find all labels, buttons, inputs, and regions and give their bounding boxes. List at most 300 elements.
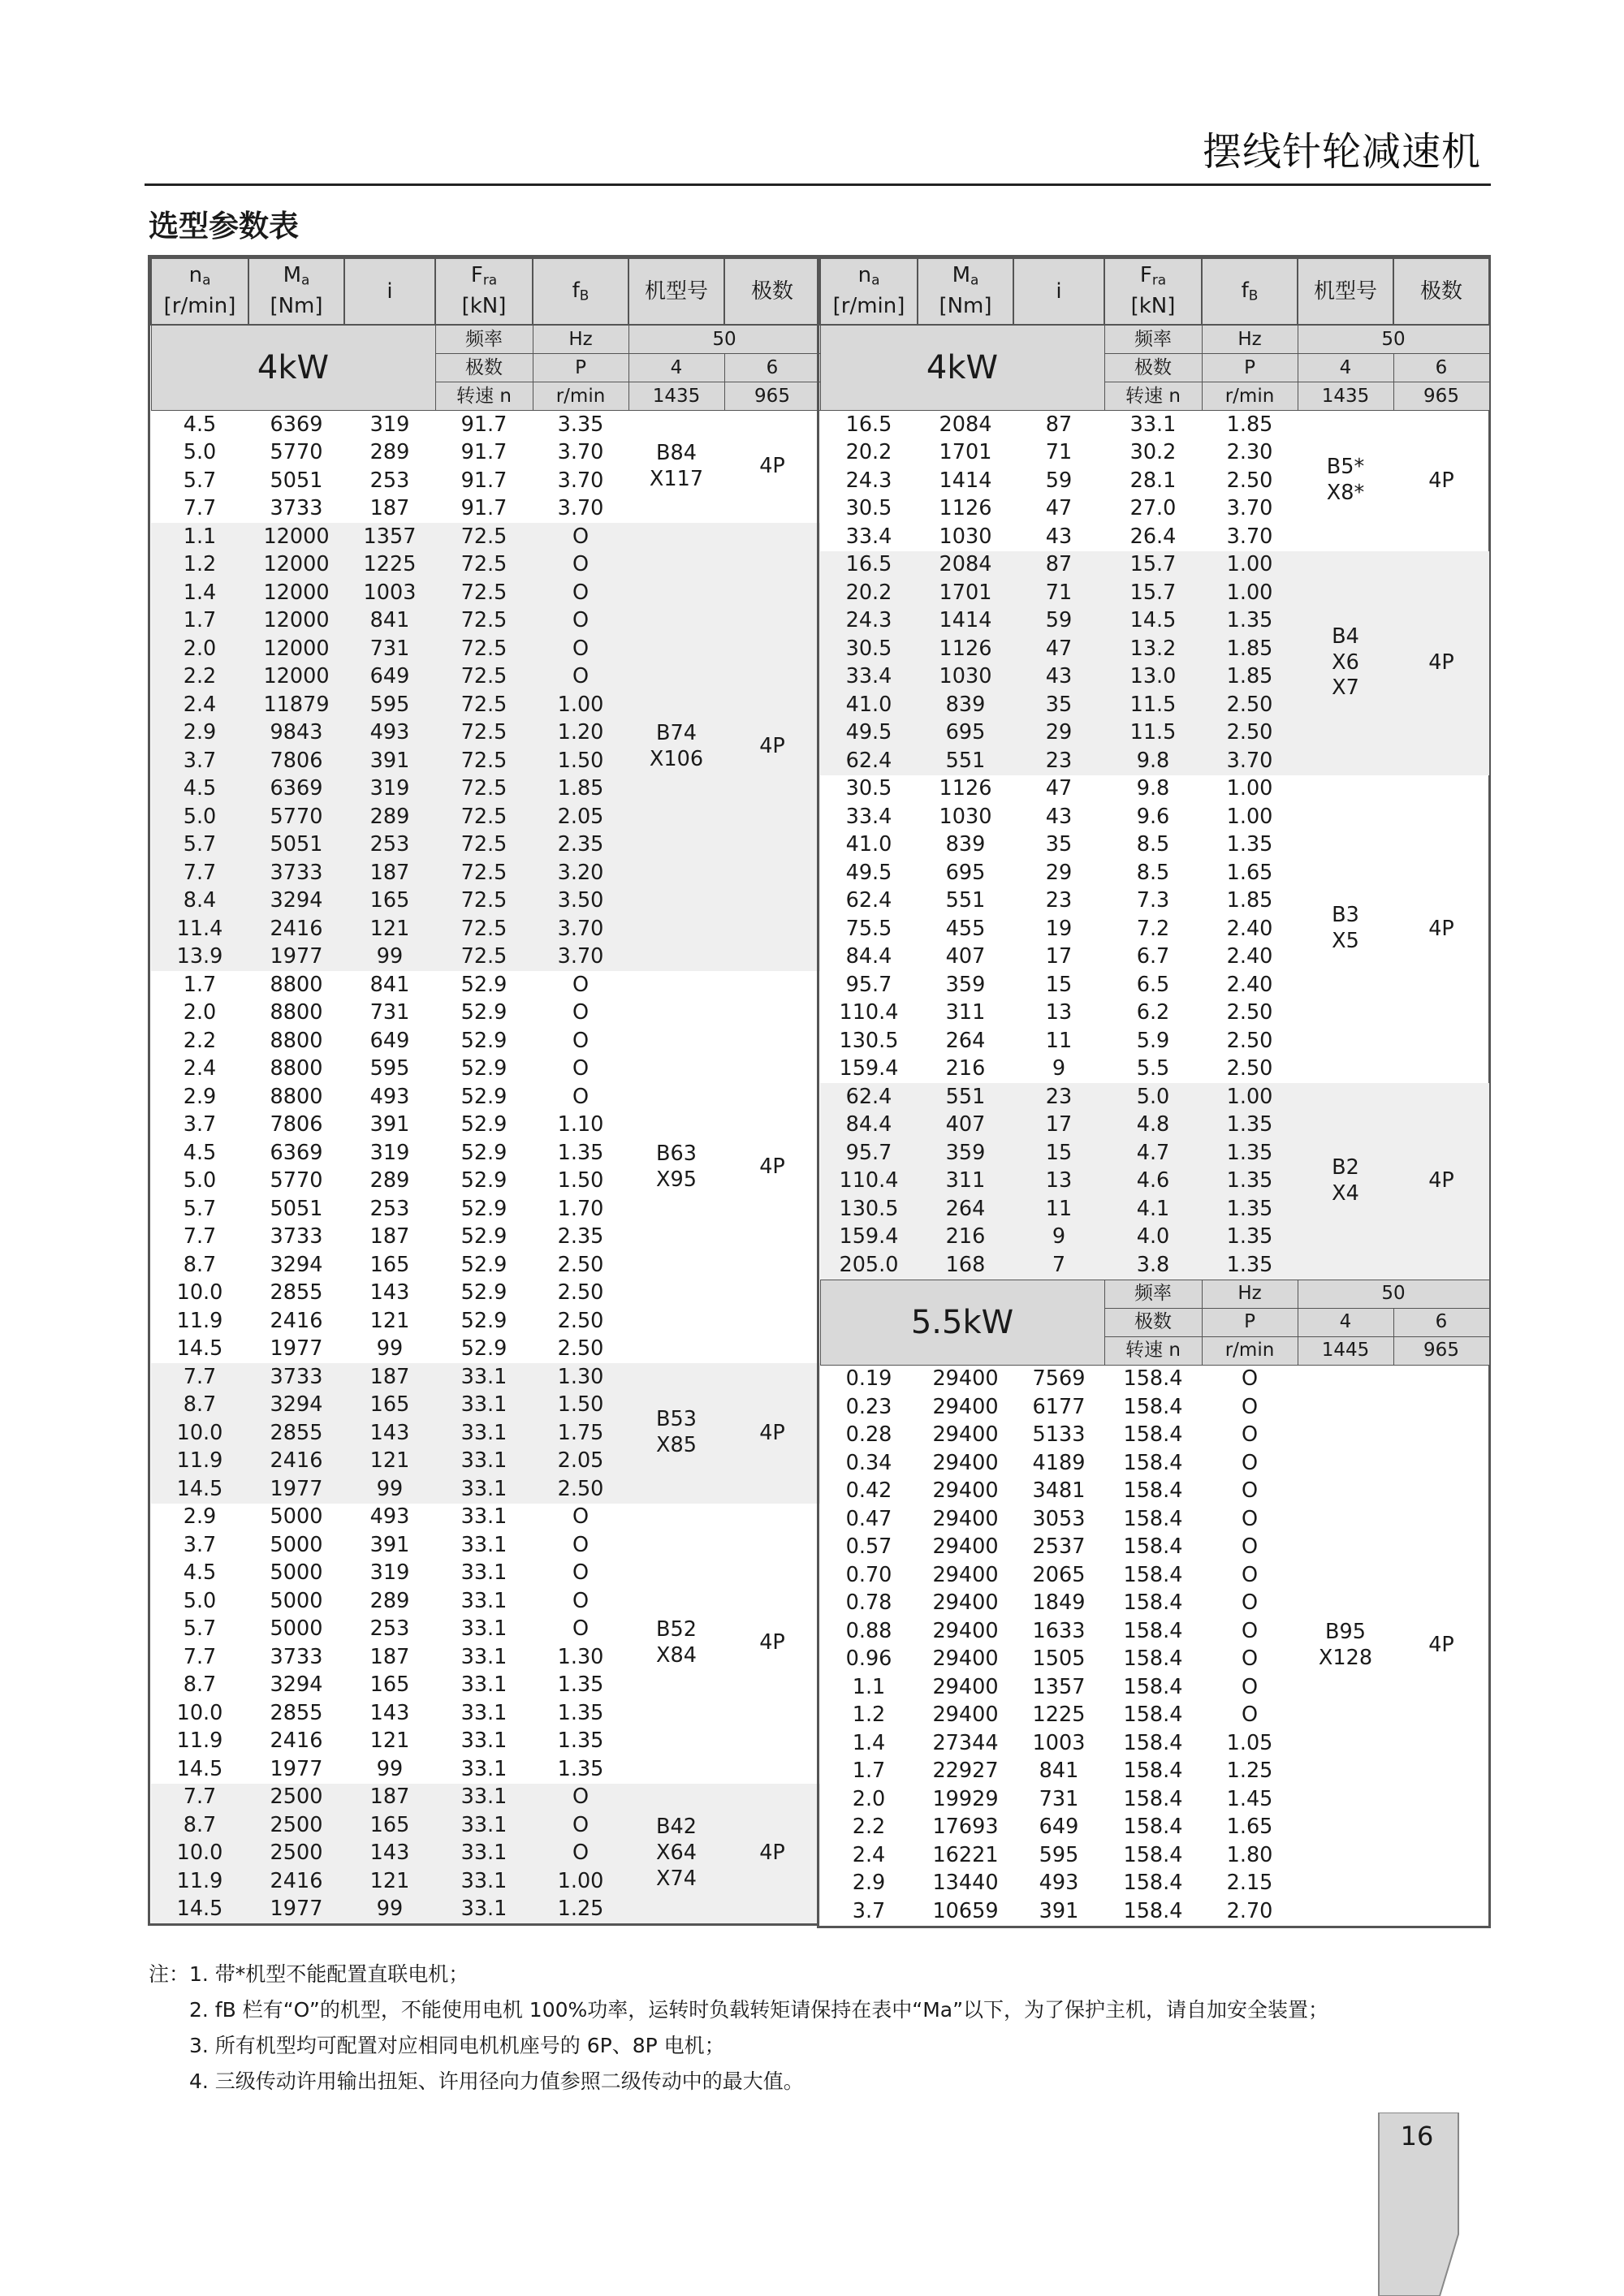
cell-na: 33.4 — [845, 804, 892, 829]
cell-i: 165 — [344, 887, 435, 916]
cell-i: 23 — [1013, 1083, 1104, 1111]
table-row — [820, 1083, 1489, 1111]
right-55kw-param-label: 转速 n — [1104, 1336, 1202, 1365]
cell-na: 3.7 — [151, 747, 248, 775]
cell-i: 289 — [369, 1168, 410, 1193]
right-4kw-param-row — [820, 325, 1489, 354]
cell-i: 253 — [369, 1616, 410, 1641]
cell-ma: 29400 — [932, 1562, 999, 1587]
right-4kw-param-unit: Hz — [1202, 325, 1298, 354]
cell-na: 4.5 — [183, 1140, 217, 1165]
cell-na: 62.4 — [820, 1083, 918, 1111]
cell-ma: 29400 — [932, 1450, 999, 1475]
cell-ma: 216 — [918, 1224, 1013, 1252]
cell-fra: 72.5 — [435, 943, 533, 972]
cell-i: 187 — [344, 1784, 435, 1812]
cell-i: 87 — [1045, 412, 1073, 437]
cell-fra: 72.5 — [435, 607, 533, 636]
cell-fb: 1.00 — [533, 691, 628, 719]
cell-na: 62.4 — [820, 747, 918, 775]
cell-na: 2.2 — [183, 1028, 217, 1053]
cell-na: 30.5 — [845, 496, 892, 520]
cell-ma: 5770 — [270, 1168, 323, 1193]
cell-ma: 12000 — [248, 551, 344, 580]
cell-ma: 551 — [945, 888, 986, 913]
cell-fb: O — [533, 1784, 628, 1812]
cell-na: 2.0 — [852, 1786, 886, 1811]
cell-na: 2.0 — [151, 635, 248, 663]
cell-fra: 91.7 — [460, 496, 508, 520]
header-na-unit: [r/min] — [832, 294, 905, 318]
cell-i: 3481 — [1032, 1478, 1086, 1503]
cell-fra: 33.1 — [460, 1560, 508, 1585]
cell-fra: 52.9 — [460, 972, 508, 997]
cell-na: 10.0 — [151, 1840, 248, 1868]
header-na-stack — [821, 261, 917, 322]
cell-i: 87 — [1013, 551, 1104, 580]
cell-ma: 2416 — [248, 915, 344, 943]
cell-poles: 4P — [1393, 1083, 1489, 1280]
left-power-label: 4kW — [151, 325, 435, 411]
cell-ma: 5770 — [248, 803, 344, 831]
cell-na: 2.4 — [151, 691, 248, 719]
header-fra-label: F — [1139, 263, 1152, 288]
header-na-unit: [r/min] — [163, 294, 236, 318]
cell-ma: 3733 — [270, 1644, 323, 1669]
model-line: X84 — [656, 1643, 697, 1668]
cell-ma: 2084 — [918, 551, 1013, 580]
cell-fb: 3.70 — [557, 440, 604, 464]
cell-ma: 1977 — [248, 1896, 344, 1924]
cell-fra: 33.1 — [435, 1784, 533, 1812]
cell-ma: 1977 — [248, 943, 344, 972]
cell-na: 2.4 — [852, 1842, 886, 1867]
cell-ma: 5000 — [270, 1560, 323, 1585]
cell-fb: 1.35 — [557, 1140, 604, 1165]
cell-poles: 4P — [724, 1363, 820, 1504]
cell-fb: O — [572, 1588, 590, 1613]
cell-poles: 4P — [1428, 916, 1454, 941]
cell-i: 143 — [369, 1280, 410, 1305]
cell-fb: 2.40 — [1226, 916, 1273, 941]
cell-fra: 158.4 — [1123, 1506, 1183, 1531]
header-ma — [918, 258, 1013, 325]
cell-ma: 311 — [945, 1000, 986, 1025]
cell-ma: 8800 — [270, 972, 323, 997]
cell-na: 10.0 — [151, 1419, 248, 1448]
cell-fb: O — [572, 1532, 590, 1557]
cell-i: 121 — [369, 1728, 410, 1753]
cell-na: 2.2 — [151, 663, 248, 692]
cell-fra: 91.7 — [460, 468, 508, 493]
cell-fra: 158.4 — [1123, 1703, 1183, 1727]
cell-fra: 33.1 — [460, 1672, 508, 1697]
cell-na: 3.7 — [183, 1112, 217, 1137]
cell-i: 71 — [1045, 440, 1073, 464]
cell-i: 187 — [344, 1363, 435, 1392]
cell-na: 10.0 — [176, 1280, 223, 1305]
header-i — [344, 258, 435, 325]
cell-fb: 1.00 — [1226, 804, 1273, 829]
cell-model — [1298, 1365, 1393, 1926]
cell-ma: 8800 — [270, 1056, 323, 1081]
header-ma-unit: [Nm] — [270, 294, 323, 318]
cell-na: 14.5 — [151, 1475, 248, 1504]
cell-fra: 52.9 — [460, 1084, 508, 1109]
cell-na: 84.4 — [820, 1111, 918, 1140]
cell-na: 84.4 — [845, 944, 892, 969]
cell-ma: 839 — [945, 832, 986, 857]
header-ma-stack — [918, 261, 1013, 322]
cell-ma: 6369 — [270, 1140, 323, 1165]
cell-fra: 158.4 — [1123, 1871, 1183, 1895]
table-row — [151, 1363, 820, 1392]
model-line: B84 — [656, 441, 697, 466]
cell-i: 43 — [1045, 524, 1073, 549]
cell-fb: O — [1241, 1422, 1259, 1447]
cell-na: 0.47 — [845, 1506, 892, 1531]
cell-fra: 4.8 — [1104, 1111, 1202, 1140]
header-fb-label: f — [1241, 278, 1249, 304]
cell-fb: 1.50 — [557, 1168, 604, 1193]
cell-fb: 1.00 — [533, 1867, 628, 1896]
cell-fra: 4.1 — [1104, 1195, 1202, 1224]
cell-fra: 72.5 — [435, 775, 533, 804]
cell-fra: 72.5 — [435, 803, 533, 831]
cell-na: 5.0 — [183, 440, 217, 464]
model-line: X95 — [656, 1167, 697, 1192]
cell-fb: O — [533, 607, 628, 636]
cell-fb: 1.85 — [1226, 888, 1273, 913]
cell-na: 110.4 — [820, 1167, 918, 1196]
cell-i: 59 — [1013, 607, 1104, 636]
cell-na: 20.2 — [845, 440, 892, 464]
cell-fra: 33.1 — [460, 1756, 508, 1781]
cell-i: 319 — [369, 1560, 410, 1585]
cell-i: 9 — [1052, 1056, 1066, 1081]
cell-ma: 29400 — [932, 1478, 999, 1503]
cell-fb: O — [572, 1028, 590, 1053]
cell-i: 391 — [1039, 1898, 1079, 1923]
cell-na: 5.7 — [183, 468, 217, 493]
cell-poles: 4P — [759, 1154, 785, 1179]
cell-fb: 3.70 — [1226, 496, 1273, 520]
left-param-unit: Hz — [533, 325, 628, 354]
header-poles-label: 极数 — [1419, 279, 1462, 304]
cell-fra: 158.4 — [1123, 1394, 1183, 1419]
cell-ma: 5000 — [270, 1504, 323, 1529]
cell-fb: 1.35 — [557, 1756, 604, 1781]
cell-na: 1.1 — [151, 523, 248, 551]
cell-na: 41.0 — [845, 832, 892, 857]
cell-i: 7 — [1013, 1251, 1104, 1280]
cell-model — [628, 971, 724, 1363]
table-row — [820, 1365, 1489, 1393]
model-line: B52 — [656, 1617, 697, 1642]
cell-ma: 9843 — [248, 719, 344, 748]
cell-fra: 33.1 — [460, 1700, 508, 1725]
model-line: B95 — [1325, 1619, 1366, 1644]
cell-fra: 33.1 — [460, 1644, 508, 1669]
cell-fra: 72.5 — [435, 859, 533, 887]
cell-na: 4.5 — [183, 1560, 217, 1585]
model-line: X64 — [656, 1840, 697, 1865]
cell-fb: 2.35 — [557, 1224, 604, 1249]
cell-ma: 2416 — [270, 1728, 323, 1753]
cell-fb: 1.00 — [1202, 1083, 1298, 1111]
cell-ma: 3733 — [270, 496, 323, 520]
cell-fb: O — [1241, 1590, 1259, 1615]
cell-na: 0.19 — [845, 1366, 892, 1391]
cell-fb: 1.35 — [557, 1700, 604, 1725]
cell-ma: 12000 — [248, 607, 344, 636]
cell-ma: 29400 — [932, 1590, 999, 1615]
cell-na: 95.7 — [845, 972, 892, 997]
cell-na: 8.7 — [151, 1811, 248, 1840]
left-pole-4: 4 — [628, 354, 724, 382]
cell-i: 143 — [344, 1840, 435, 1868]
cell-i: 493 — [344, 719, 435, 748]
cell-fb: 1.85 — [1202, 635, 1298, 663]
cell-ma: 7806 — [248, 747, 344, 775]
left-freq-value: 50 — [628, 325, 820, 354]
cell-ma: 695 — [945, 860, 986, 885]
cell-model — [628, 1784, 724, 1924]
cell-fra: 158.4 — [1123, 1786, 1183, 1811]
header-fra-sub: ra — [482, 271, 498, 288]
cell-fra: 33.1 — [435, 1840, 533, 1868]
header-ma-stack — [249, 261, 343, 322]
cell-fra: 52.9 — [460, 1112, 508, 1137]
cell-ma: 5770 — [270, 440, 323, 464]
cell-na: 33.4 — [845, 524, 892, 549]
cell-ma: 8800 — [270, 1028, 323, 1053]
right-55kw-speed-6: 965 — [1393, 1336, 1489, 1365]
cell-ma: 551 — [918, 1083, 1013, 1111]
right-4kw-freq-value: 50 — [1298, 325, 1489, 354]
cell-i: 47 — [1045, 496, 1073, 520]
cell-model — [628, 411, 724, 524]
header-model-label: 机型号 — [1313, 279, 1377, 304]
cell-fra: 7.3 — [1136, 888, 1170, 913]
cell-fb: 3.70 — [1202, 747, 1298, 775]
cell-i: 43 — [1013, 663, 1104, 692]
cell-i: 731 — [1039, 1786, 1079, 1811]
left-speed-6: 965 — [724, 382, 820, 411]
cell-i: 391 — [369, 1532, 410, 1557]
cell-i: 15 — [1045, 972, 1073, 997]
right-55kw-freq-value: 50 — [1298, 1280, 1489, 1308]
right-4kw-param-label: 转速 n — [1104, 382, 1202, 411]
cell-ma: 11879 — [248, 691, 344, 719]
cell-fb: 2.15 — [1226, 1871, 1273, 1895]
cell-fb: 2.50 — [1202, 691, 1298, 719]
cell-fb: 1.85 — [1202, 663, 1298, 692]
cell-fb: 3.70 — [557, 468, 604, 493]
cell-i: 595 — [344, 691, 435, 719]
cell-fb: 1.25 — [533, 1896, 628, 1924]
cell-fb: 1.00 — [1202, 579, 1298, 607]
cell-ma: 1030 — [939, 804, 992, 829]
header-fb — [533, 258, 628, 325]
cell-fb: O — [572, 1056, 590, 1081]
cell-na: 159.4 — [820, 1224, 918, 1252]
header-fra-stack — [1105, 261, 1201, 322]
cell-ma: 6369 — [270, 412, 323, 437]
cell-fb: 3.70 — [557, 496, 604, 520]
table-row — [151, 971, 820, 999]
right-55kw-param-label: 极数 — [1104, 1308, 1202, 1336]
cell-fra: 158.4 — [1123, 1842, 1183, 1867]
cell-fra: 33.1 — [435, 1363, 533, 1392]
cell-fb: 3.70 — [1226, 524, 1273, 549]
cell-fb: 1.65 — [1226, 1815, 1273, 1839]
model-line: B5* — [1326, 455, 1365, 480]
cell-poles: 4P — [724, 523, 820, 971]
cell-fra: 15.7 — [1104, 579, 1202, 607]
header-i-label: i — [1056, 279, 1062, 304]
cell-na: 30.5 — [820, 635, 918, 663]
header-na — [820, 258, 918, 325]
cell-na: 3.7 — [852, 1898, 886, 1923]
model-line: B4 — [1332, 624, 1359, 649]
cell-i: 23 — [1045, 888, 1073, 913]
cell-na: 11.9 — [151, 1867, 248, 1896]
cell-ma: 695 — [918, 719, 1013, 748]
cell-i: 391 — [344, 747, 435, 775]
cell-fb: 2.70 — [1226, 1898, 1273, 1923]
cell-ma: 22927 — [932, 1759, 999, 1783]
left-param-label: 转速 n — [435, 382, 533, 411]
cell-na: 4.5 — [183, 412, 217, 437]
cell-fra: 33.1 — [460, 1616, 508, 1641]
cell-fb: 1.45 — [1226, 1786, 1273, 1811]
cell-fra: 52.9 — [460, 1000, 508, 1025]
cell-na: 24.3 — [845, 468, 892, 493]
cell-fra: 13.0 — [1104, 663, 1202, 692]
page-number: 16 — [1400, 2121, 1434, 2151]
cell-ma: 29400 — [932, 1394, 999, 1419]
right-4kw-speed-6: 965 — [1393, 382, 1489, 411]
cell-fra: 52.9 — [460, 1308, 508, 1333]
cell-fra: 33.1 — [435, 1419, 533, 1448]
cell-poles: 4P — [1428, 468, 1454, 493]
cell-i: 1849 — [1032, 1590, 1086, 1615]
model-line: B2 — [1332, 1154, 1359, 1180]
header-model — [628, 258, 724, 325]
cell-i: 253 — [369, 468, 410, 493]
cell-na: 1.2 — [852, 1703, 886, 1727]
cell-na: 75.5 — [845, 916, 892, 941]
right-55kw-param-label: 频率 — [1104, 1280, 1202, 1308]
table-row — [151, 1784, 820, 1812]
cell-ma: 839 — [918, 691, 1013, 719]
cell-fb: 1.30 — [533, 1363, 628, 1392]
cell-fra: 33.1 — [435, 1867, 533, 1896]
note-1: 注：1. 带*机型不能配置直联电机； — [149, 1962, 469, 1986]
cell-fb: O — [533, 663, 628, 692]
cell-ma: 359 — [918, 1139, 1013, 1167]
cell-fra: 5.5 — [1136, 1056, 1170, 1081]
cell-fb: 1.35 — [1202, 1251, 1298, 1280]
cell-ma: 5000 — [270, 1616, 323, 1641]
header-na-label: n — [857, 263, 872, 288]
cell-fb: O — [1241, 1562, 1259, 1587]
cell-fra: 158.4 — [1123, 1646, 1183, 1671]
cell-poles: 4P — [724, 1784, 820, 1924]
cell-fra: 52.9 — [460, 1168, 508, 1193]
cell-fra: 33.1 — [1129, 412, 1177, 437]
header-ma-label: M — [283, 263, 302, 288]
cell-fb: O — [533, 579, 628, 607]
cell-na: 0.78 — [845, 1590, 892, 1615]
cell-model — [1298, 411, 1393, 551]
cell-i: 319 — [369, 412, 410, 437]
header-na-stack — [152, 261, 248, 322]
right-55kw-speed-4: 1445 — [1298, 1336, 1393, 1365]
cell-na: 7.7 — [183, 1224, 217, 1249]
cell-fra: 72.5 — [435, 915, 533, 943]
cell-fb: 2.30 — [1226, 440, 1273, 464]
cell-fra: 52.9 — [460, 1196, 508, 1221]
cell-fb: 2.50 — [557, 1308, 604, 1333]
cell-fra: 158.4 — [1123, 1618, 1183, 1643]
cell-fb: 1.70 — [557, 1196, 604, 1221]
cell-fb: 1.85 — [533, 775, 628, 804]
cell-i: 187 — [369, 1644, 410, 1669]
cell-na: 159.4 — [839, 1056, 899, 1081]
cell-fb: O — [1241, 1618, 1259, 1643]
cell-fb: O — [572, 1504, 590, 1529]
cell-i: 289 — [369, 440, 410, 464]
right-55kw-param-unit: P — [1202, 1308, 1298, 1336]
cell-i: 319 — [344, 775, 435, 804]
cell-fra: 5.0 — [1104, 1083, 1202, 1111]
cell-na: 13.9 — [151, 943, 248, 972]
left-param-unit: P — [533, 354, 628, 382]
cell-fra: 14.5 — [1104, 607, 1202, 636]
cell-i: 649 — [369, 1028, 410, 1053]
cell-fb: 2.50 — [557, 1252, 604, 1277]
cell-na: 1.7 — [183, 972, 217, 997]
title-rule — [145, 183, 1491, 186]
cell-i: 493 — [1039, 1871, 1079, 1895]
cell-i: 59 — [1045, 468, 1073, 493]
cell-ma: 1030 — [918, 663, 1013, 692]
cell-ma: 16221 — [932, 1842, 999, 1867]
right-55kw-power-label: 5.5kW — [820, 1280, 1104, 1365]
cell-fra: 9.6 — [1136, 804, 1170, 829]
cell-ma: 6369 — [248, 775, 344, 804]
cell-na: 0.23 — [845, 1394, 892, 1419]
cell-fb: O — [572, 1084, 590, 1109]
cell-fra: 158.4 — [1123, 1730, 1183, 1755]
cell-fra: 33.1 — [435, 1392, 533, 1420]
cell-ma: 12000 — [248, 663, 344, 692]
cell-fra: 158.4 — [1123, 1590, 1183, 1615]
cell-fb: 2.50 — [1226, 1056, 1273, 1081]
cell-na: 1.7 — [151, 607, 248, 636]
header-ma-sub: a — [301, 271, 310, 288]
cell-ma: 1977 — [270, 1756, 323, 1781]
cell-fra: 33.1 — [460, 1588, 508, 1613]
header-fra-unit: [kN] — [461, 294, 507, 318]
right-4kw-pole-6: 6 — [1393, 354, 1489, 382]
table-row — [151, 411, 820, 439]
cell-ma: 12000 — [248, 523, 344, 551]
cell-na: 2.4 — [183, 1056, 217, 1081]
cell-ma: 29400 — [932, 1674, 999, 1699]
